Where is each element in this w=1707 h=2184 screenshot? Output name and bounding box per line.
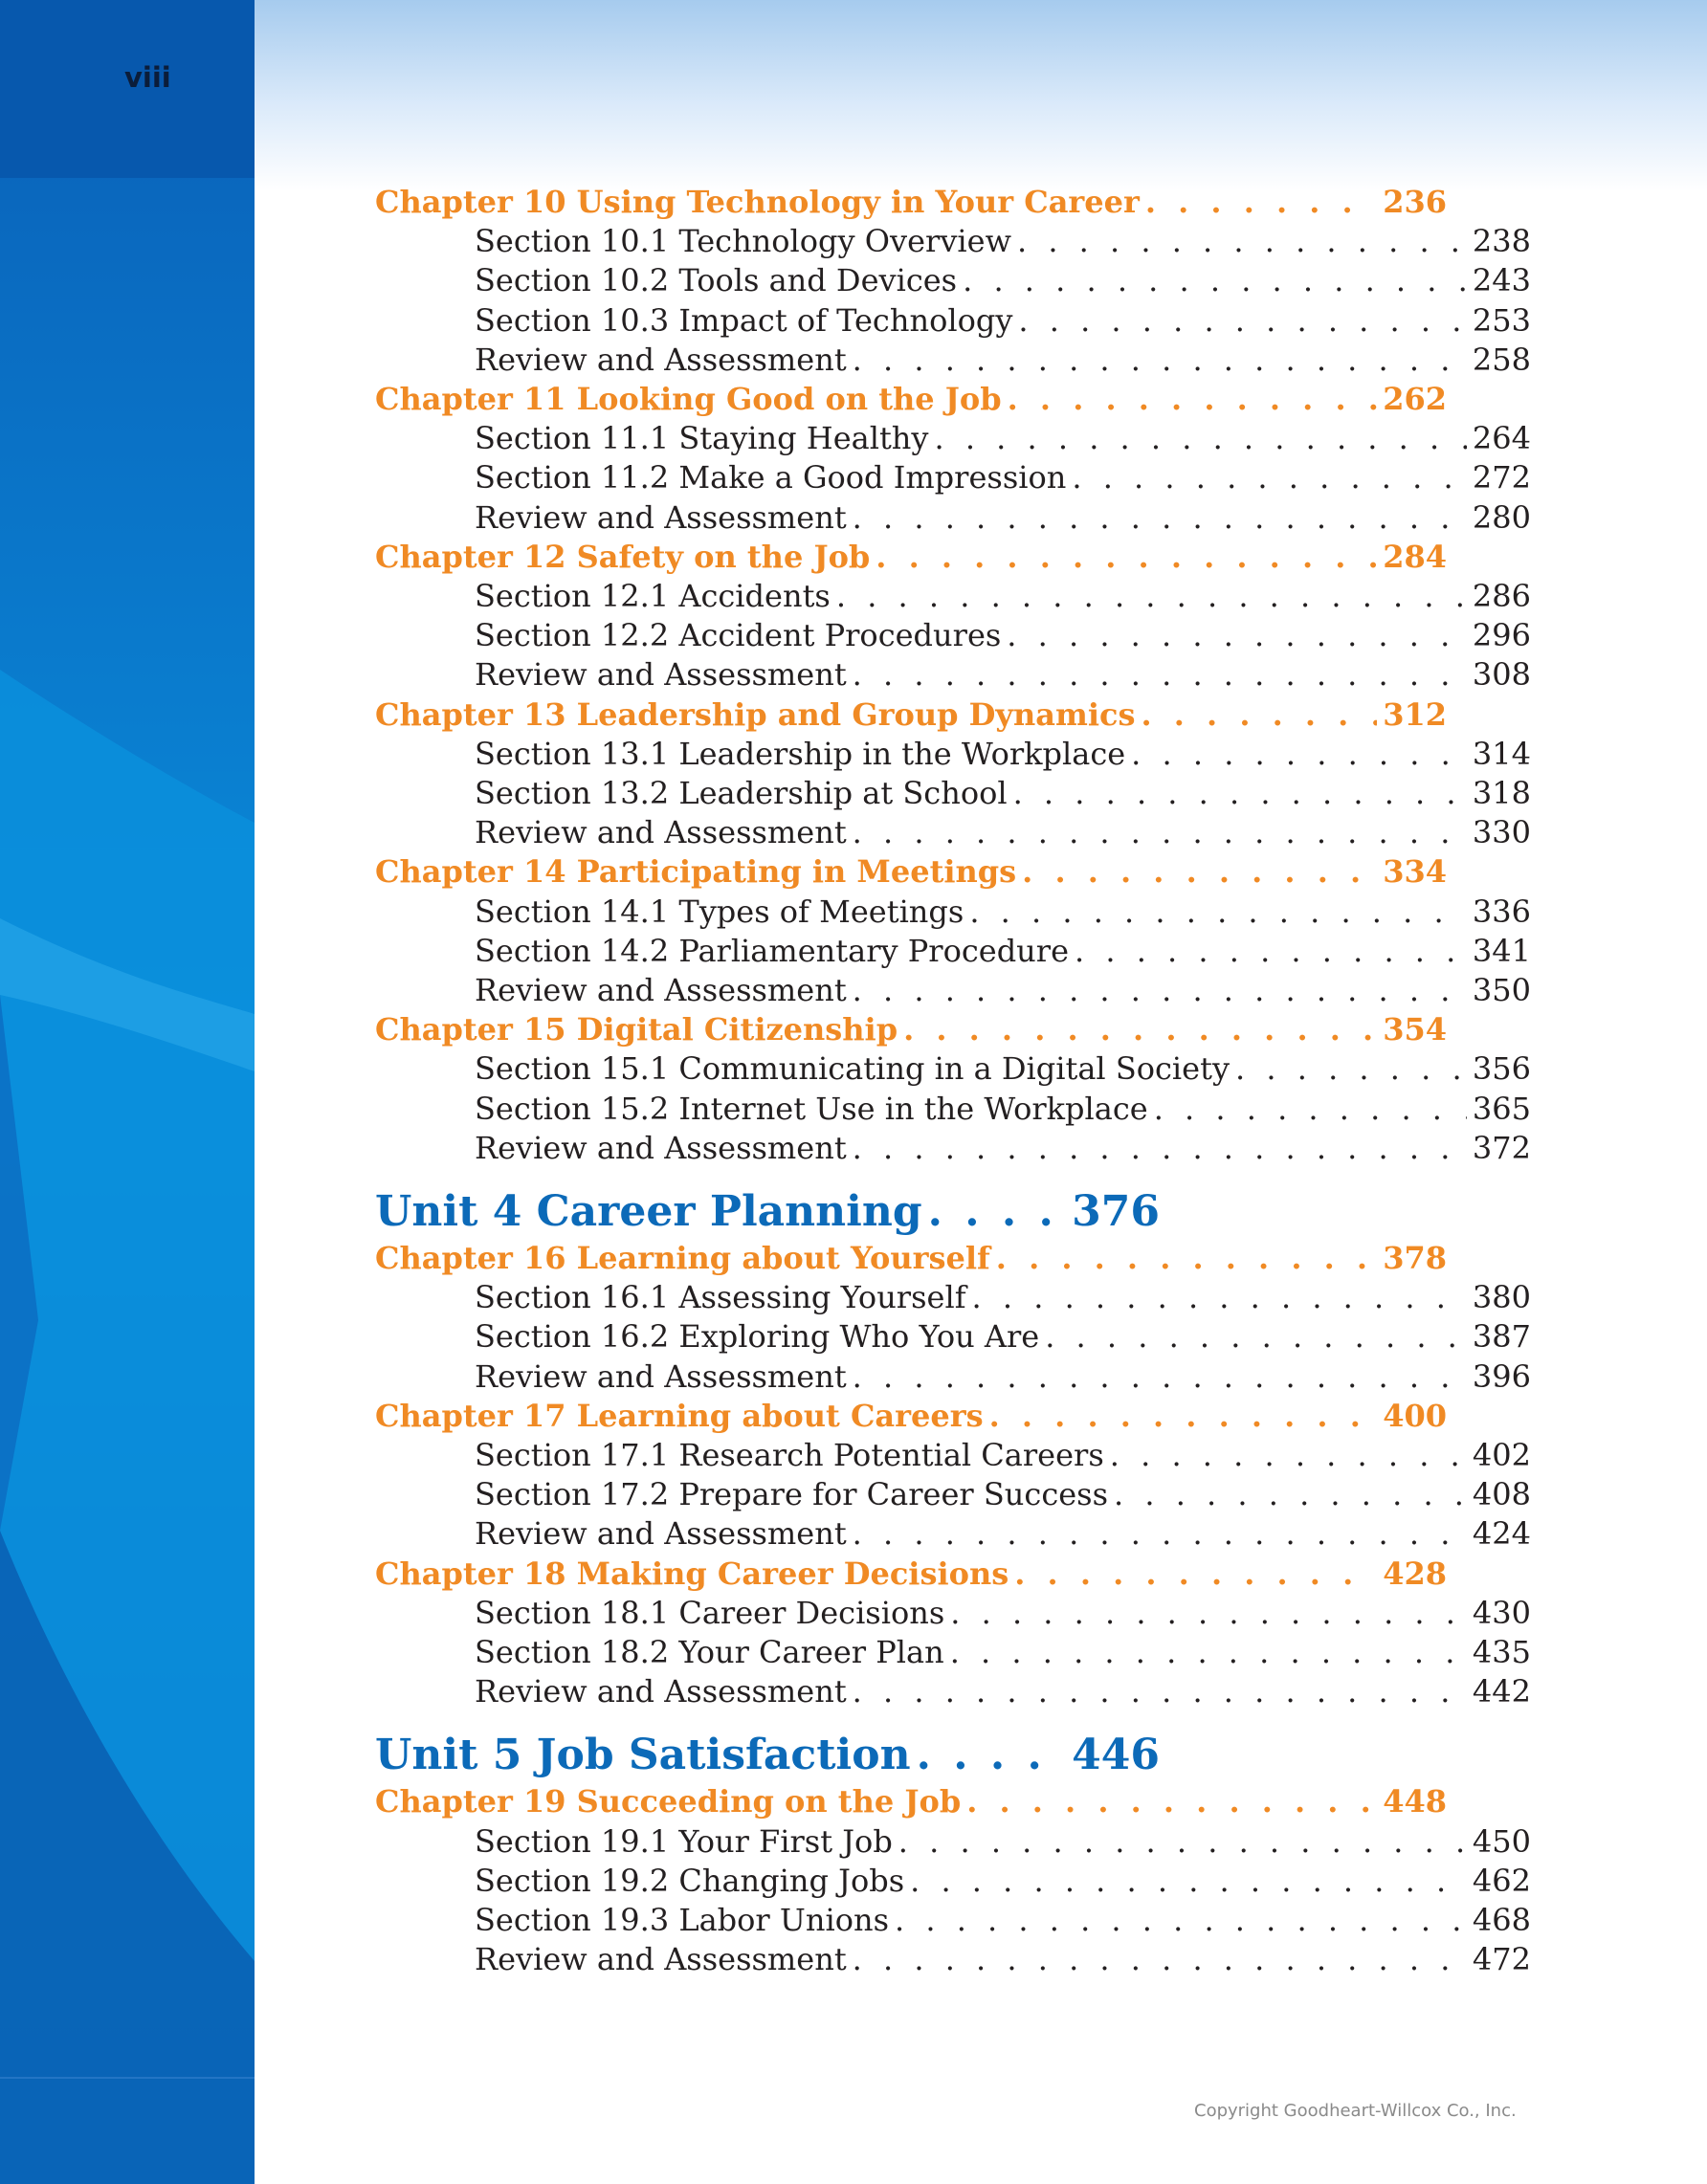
toc-entry-page: 312 <box>1383 695 1447 733</box>
toc-entry-page: 258 <box>1472 341 1531 378</box>
toc-dot-leader <box>969 893 1467 930</box>
toc-entry-page: 428 <box>1383 1555 1447 1592</box>
toc-entry-title: Section 17.1 Research Potential Careers <box>475 1437 1104 1473</box>
toc-chapter[interactable] <box>375 696 1447 735</box>
toc-entry-title: Section 19.3 Labor Unions <box>475 1902 889 1938</box>
toc-chapter[interactable] <box>375 1398 1447 1436</box>
toc-entry-page: 424 <box>1472 1515 1531 1553</box>
toc-dot-leader <box>876 539 1377 575</box>
toc-entry-title: Section 10.3 Impact of Technology <box>475 301 1013 339</box>
toc-dot-leader <box>895 1902 1467 1938</box>
toc-entry-title: Review and Assessment <box>475 1673 847 1710</box>
toc-entry-page: 356 <box>1472 1050 1531 1088</box>
toc-entry-page: 372 <box>1472 1129 1531 1166</box>
toc-entry-page: 430 <box>1472 1594 1531 1631</box>
toc-dot-leader <box>972 1279 1467 1315</box>
toc-section[interactable] <box>475 736 1531 774</box>
toc-dot-leader <box>1045 1318 1467 1355</box>
toc-entry-title: Review and Assessment <box>475 1357 847 1395</box>
toc-dot-leader <box>853 1941 1467 1977</box>
toc-dot-leader <box>966 1783 1377 1820</box>
toc-dot-leader <box>1013 775 1467 811</box>
toc-entry-title: Review and Assessment <box>475 1515 847 1553</box>
toc-entry-page: 336 <box>1472 893 1531 930</box>
toc-entry-title: Chapter 12 Safety on the Job <box>375 538 871 575</box>
toc-dot-leader <box>950 1595 1467 1631</box>
toc-entry-title: Chapter 18 Making Career Decisions <box>375 1555 1009 1592</box>
toc-entry-page: 350 <box>1472 972 1531 1008</box>
toc-section[interactable] <box>475 893 1531 932</box>
toc-entry-page: 380 <box>1472 1279 1531 1316</box>
toc-entry-title: Section 13.2 Leadership at School <box>475 775 1008 811</box>
toc-dot-leader <box>1007 617 1467 653</box>
toc-section[interactable] <box>475 1279 1531 1317</box>
toc-entry-page: 435 <box>1472 1634 1531 1670</box>
toc-dot-leader <box>903 1011 1377 1048</box>
toc-entry-title: Unit 5 Job Satisfaction <box>375 1731 911 1780</box>
toc-section[interactable] <box>475 223 1531 261</box>
toc-entry-title: Chapter 10 Using Technology in Your Career <box>375 184 1140 220</box>
toc-dot-leader <box>963 262 1467 298</box>
toc-entry-page: 402 <box>1472 1437 1531 1473</box>
header-gradient-band <box>255 0 1707 191</box>
toc-dot-leader <box>1072 459 1467 496</box>
toc-section[interactable] <box>475 1130 1531 1168</box>
toc-section[interactable] <box>475 1941 1531 1979</box>
toc-chapter[interactable] <box>375 381 1447 419</box>
toc-section[interactable] <box>475 933 1531 971</box>
toc-dot-leader <box>836 578 1467 614</box>
toc-dot-leader <box>989 1398 1378 1434</box>
toc-dot-leader <box>1017 223 1467 259</box>
toc-dot-leader <box>1141 696 1377 733</box>
toc-dot-leader <box>1018 302 1467 339</box>
toc-entry-title: Section 10.1 Technology Overview <box>475 223 1011 260</box>
toc-dot-leader <box>1014 1555 1377 1592</box>
toc-dot-leader <box>917 1731 1067 1779</box>
toc-section[interactable] <box>475 775 1531 813</box>
toc-dot-leader <box>1235 1050 1467 1087</box>
toc-dot-leader <box>853 1358 1467 1395</box>
toc-entry-title: Chapter 19 Succeeding on the Job <box>375 1783 962 1820</box>
toc-entry-page: 400 <box>1383 1397 1447 1434</box>
toc-entry-title: Section 16.1 Assessing Yourself <box>475 1279 966 1316</box>
toc-entry-page: 314 <box>1472 735 1531 772</box>
toc-chapter[interactable] <box>375 1240 1447 1278</box>
toc-unit[interactable] <box>375 1187 1160 1245</box>
toc-entry-page: 448 <box>1383 1783 1447 1820</box>
toc-entry-title: Section 16.2 Exploring Who You Are <box>475 1318 1040 1356</box>
toc-dot-leader <box>996 1240 1377 1276</box>
toc-entry-title: Chapter 11 Looking Good on the Job <box>375 381 1002 417</box>
toc-chapter[interactable] <box>375 539 1447 577</box>
toc-section[interactable] <box>475 1358 1531 1397</box>
toc-dot-leader <box>1110 1437 1467 1473</box>
sidebar-swoosh-graphic <box>0 0 255 2184</box>
toc-entry-title: Section 18.1 Career Decisions <box>475 1594 945 1631</box>
toc-entry-title: Chapter 16 Learning about Yourself <box>375 1240 990 1276</box>
toc-entry-title: Section 12.1 Accidents <box>475 578 831 614</box>
toc-entry-title: Section 18.2 Your Career Plan <box>475 1634 944 1670</box>
toc-section[interactable] <box>475 1515 1531 1554</box>
toc-chapter[interactable] <box>375 184 1447 222</box>
toc-section[interactable] <box>475 578 1531 616</box>
toc-section[interactable] <box>475 1863 1531 1901</box>
toc-entry-title: Section 15.1 Communicating in a Digital Society <box>475 1050 1230 1088</box>
toc-entry-title: Chapter 14 Participating in Meetings <box>375 853 1017 891</box>
toc-section[interactable] <box>475 459 1531 497</box>
toc-entry-page: 280 <box>1472 498 1531 536</box>
toc-dot-leader <box>853 1673 1467 1710</box>
toc-entry-page: 341 <box>1472 932 1531 969</box>
toc-entry-title: Section 13.1 Leadership in the Workplace <box>475 735 1126 772</box>
toc-entry-title: Chapter 15 Digital Citizenship <box>375 1011 898 1048</box>
sidebar-decoration <box>0 0 255 2184</box>
toc-entry-title: Section 15.2 Internet Use in the Workplace <box>475 1090 1148 1127</box>
toc-section[interactable] <box>475 1318 1531 1357</box>
toc-entry-page: 354 <box>1383 1011 1447 1048</box>
toc-entry-page: 284 <box>1383 538 1447 575</box>
toc-unit[interactable] <box>375 1731 1160 1788</box>
toc-section[interactable] <box>475 1595 1531 1633</box>
toc-dot-leader <box>853 1130 1467 1166</box>
toc-entry-page: 446 <box>1072 1731 1160 1780</box>
toc-entry-title: Review and Assessment <box>475 1129 847 1166</box>
toc-entry-title: Section 14.1 Types of Meetings <box>475 893 964 930</box>
toc-dot-leader <box>1022 853 1377 890</box>
toc-entry-page: 472 <box>1472 1941 1531 1978</box>
toc-chapter[interactable] <box>375 853 1447 892</box>
toc-entry-page: 286 <box>1472 578 1531 614</box>
toc-entry-page: 253 <box>1472 301 1531 339</box>
toc-section[interactable] <box>475 656 1531 695</box>
toc-entry-page: 334 <box>1383 853 1447 891</box>
toc-entry-title: Review and Assessment <box>475 656 847 694</box>
toc-entry-title: Review and Assessment <box>475 972 847 1008</box>
toc-section[interactable] <box>475 814 1531 852</box>
toc-dot-leader <box>928 1187 1067 1236</box>
toc-entry-page: 378 <box>1383 1240 1447 1276</box>
toc-section[interactable] <box>475 342 1531 380</box>
toc-chapter[interactable] <box>375 1783 1447 1821</box>
toc-section[interactable] <box>475 1902 1531 1940</box>
toc-entry-page: 396 <box>1472 1357 1531 1395</box>
toc-entry-page: 243 <box>1472 262 1531 299</box>
toc-entry-page: 387 <box>1472 1318 1531 1356</box>
toc-dot-leader <box>853 342 1467 378</box>
toc-entry-page: 262 <box>1383 381 1447 417</box>
toc-dot-leader <box>950 1634 1467 1670</box>
toc-entry-page: 376 <box>1072 1187 1160 1236</box>
toc-entry-title: Review and Assessment <box>475 814 847 851</box>
toc-section[interactable] <box>475 499 1531 538</box>
toc-entry-page: 442 <box>1472 1673 1531 1710</box>
toc-section[interactable] <box>475 262 1531 300</box>
toc-section[interactable] <box>475 1823 1531 1862</box>
toc-entry-title: Review and Assessment <box>475 341 847 378</box>
toc-entry-page: 308 <box>1472 656 1531 694</box>
toc-dot-leader <box>853 814 1467 850</box>
toc-entry-page: 238 <box>1472 223 1531 260</box>
toc-dot-leader <box>1145 184 1377 220</box>
toc-entry-title: Section 11.1 Staying Healthy <box>475 420 929 457</box>
toc-entry-title: Chapter 17 Learning about Careers <box>375 1397 984 1434</box>
toc-entry-page: 318 <box>1472 775 1531 811</box>
toc-section[interactable] <box>475 1634 1531 1672</box>
toc-section[interactable] <box>475 302 1531 341</box>
toc-dot-leader <box>1008 381 1378 417</box>
toc-entry-page: 330 <box>1472 814 1531 851</box>
toc-dot-leader <box>934 420 1466 456</box>
toc-section[interactable] <box>475 1437 1531 1475</box>
toc-dot-leader <box>853 972 1467 1008</box>
toc-dot-leader <box>1114 1476 1467 1512</box>
copyright-notice: Copyright Goodheart-Willcox Co., Inc. <box>1194 2101 1517 2121</box>
toc-dot-leader <box>1131 736 1467 772</box>
toc-entry-page: 450 <box>1472 1822 1531 1860</box>
toc-dot-leader <box>898 1823 1467 1860</box>
toc-chapter[interactable] <box>375 1555 1447 1594</box>
toc-entry-page: 468 <box>1472 1902 1531 1938</box>
toc-entry-title: Section 19.2 Changing Jobs <box>475 1862 905 1899</box>
toc-entry-title: Section 11.2 Make a Good Impression <box>475 459 1067 496</box>
toc-entry-title: Chapter 13 Leadership and Group Dynamics <box>375 695 1136 733</box>
toc-dot-leader <box>853 499 1467 536</box>
toc-dot-leader <box>853 656 1467 693</box>
toc-entry-page: 296 <box>1472 617 1531 654</box>
page-number: viii <box>124 61 171 94</box>
toc-dot-leader <box>1075 933 1467 969</box>
toc-section[interactable] <box>475 1476 1531 1514</box>
toc-entry-page: 264 <box>1472 420 1531 457</box>
toc-entry-page: 408 <box>1472 1476 1531 1513</box>
toc-entry-title: Unit 4 Career Planning <box>375 1187 922 1236</box>
toc-section[interactable] <box>475 420 1531 458</box>
toc-entry-title: Section 14.2 Parliamentary Procedure <box>475 932 1070 969</box>
toc-entry-title: Section 17.2 Prepare for Career Success <box>475 1476 1109 1513</box>
toc-dot-leader <box>853 1515 1467 1552</box>
toc-section[interactable] <box>475 1050 1531 1089</box>
toc-section[interactable] <box>475 1673 1531 1711</box>
toc-dot-leader <box>910 1863 1467 1899</box>
toc-entry-title: Section 19.1 Your First Job <box>475 1822 893 1860</box>
toc-entry-title: Review and Assessment <box>475 498 847 536</box>
toc-section[interactable] <box>475 1091 1531 1129</box>
toc-entry-title: Review and Assessment <box>475 1941 847 1978</box>
toc-entry-title: Section 12.2 Accident Procedures <box>475 617 1002 654</box>
toc-section[interactable] <box>475 972 1531 1010</box>
toc-entry-page: 365 <box>1472 1090 1531 1127</box>
toc-entry-title: Section 10.2 Tools and Devices <box>475 262 958 299</box>
toc-entry-page: 462 <box>1472 1862 1531 1899</box>
toc-section[interactable] <box>475 617 1531 655</box>
toc-dot-leader <box>1154 1091 1467 1127</box>
toc-entry-page: 272 <box>1472 459 1531 496</box>
toc-entry-page: 236 <box>1383 184 1447 220</box>
toc-chapter[interactable] <box>375 1011 1447 1049</box>
